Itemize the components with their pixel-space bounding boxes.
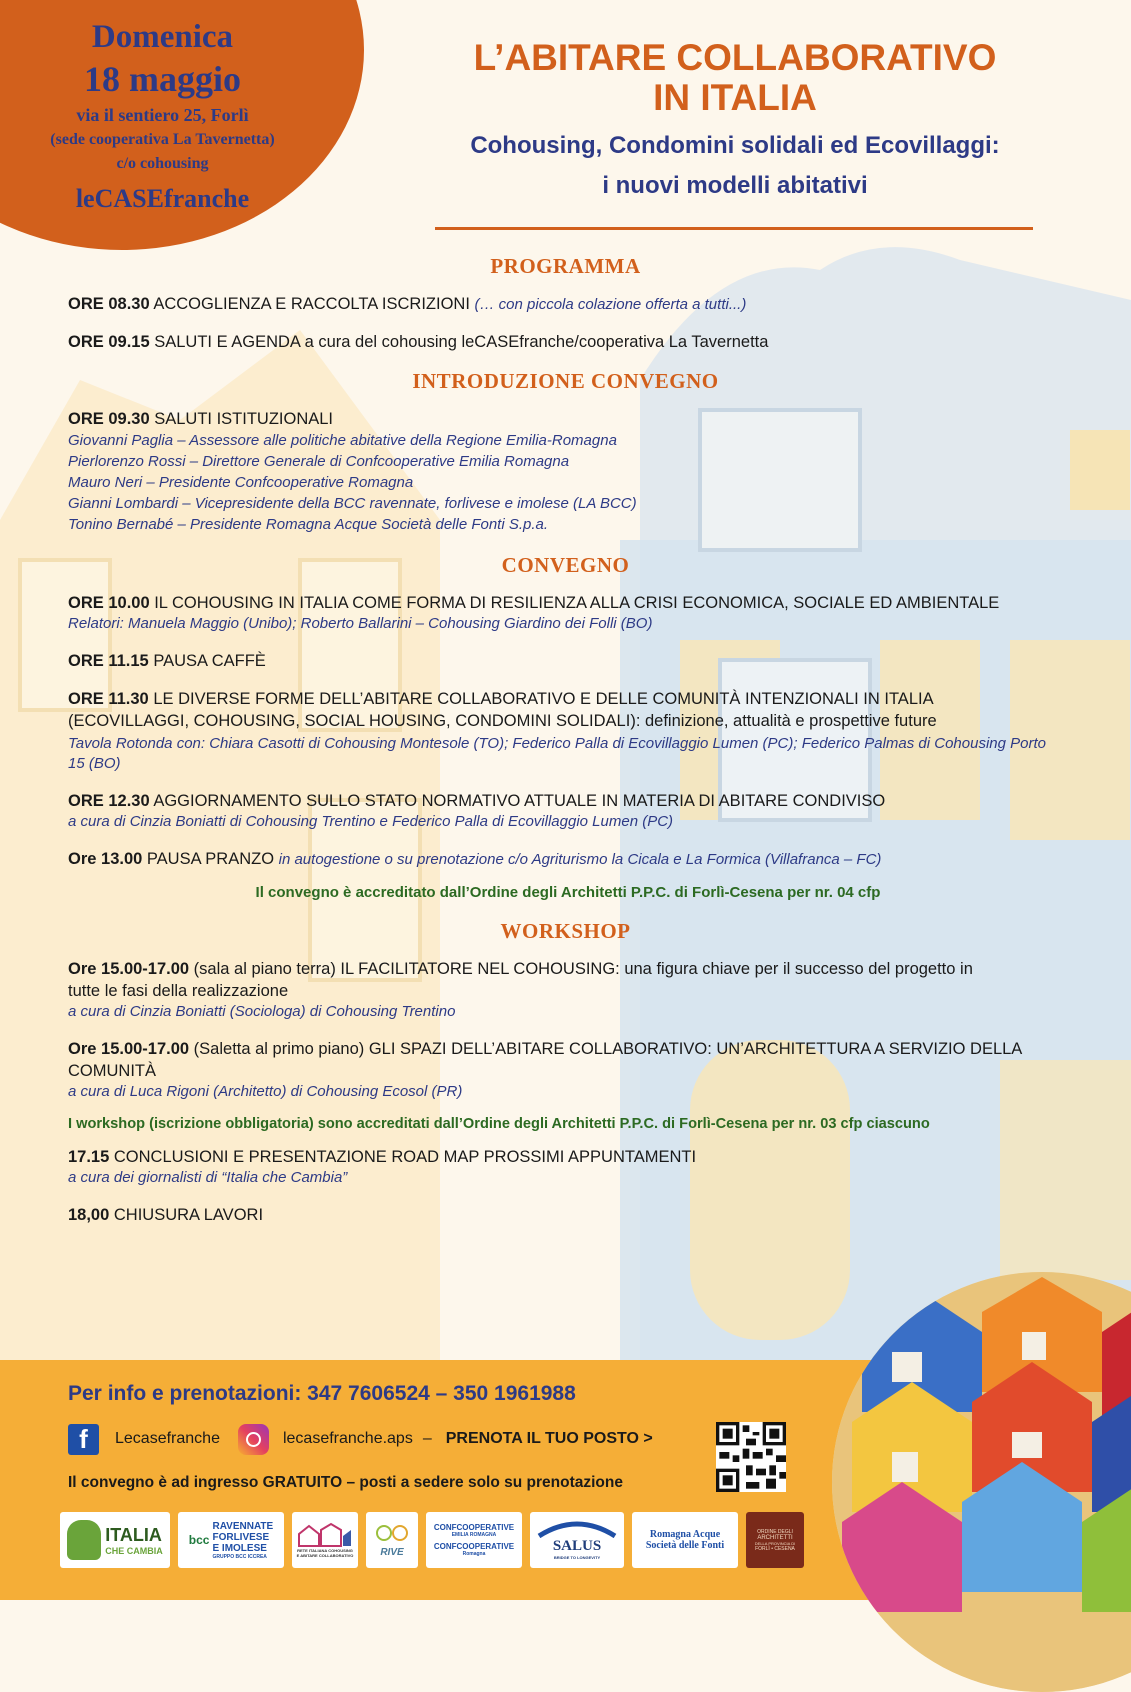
main-title — [410, 38, 1060, 118]
separator-dash: – — [422, 1430, 432, 1447]
logo-text: DELLA PROVINCIA DI — [754, 1540, 796, 1546]
logo-italia-che-cambia — [60, 1512, 170, 1568]
item-speakers: Relatori: Manuela Maggio (Unibo); Roberto Ballarini – Cohousing Giardino dei Folli (BO) — [68, 615, 653, 632]
logo-text: RAVENNATE — [212, 1520, 274, 1532]
section-introduzione: INTRODUZIONE CONVEGNO — [412, 369, 719, 393]
logo-ordine-architetti — [746, 1512, 804, 1568]
header — [410, 38, 1060, 206]
item-time: ORE 09.30 — [68, 410, 150, 428]
info-phone: Per info e prenotazioni: 347 7606524 – 350 1961988 — [68, 1382, 576, 1405]
logo-text: EMILIA ROMAGNA — [451, 1532, 497, 1538]
program-item — [68, 1038, 1028, 1082]
workshop-accreditation: I workshop (iscrizione obbligatoria) sono accreditati dall’Ordine degli Architetti P.P.C. di Forlì-Cesena per nr. 03 cfp ciascuno — [68, 1116, 930, 1132]
event-host: leCASEfranche — [75, 184, 250, 213]
item-note: (… con piccola colazione offerta a tutti...) — [474, 296, 747, 313]
section-programma: PROGRAMMA — [490, 254, 641, 278]
logo-text: bcc — [188, 1533, 210, 1547]
event-address: via il sentiero 25, Forlì — [76, 105, 249, 125]
logo-text: CONFCOOPERATIVE — [433, 1523, 515, 1532]
hand-icon — [67, 1520, 101, 1560]
logo-confcooperative — [426, 1512, 522, 1568]
item-text: IL COHOUSING IN ITALIA COME FORMA DI RESILIENZA ALLA CRISI ECONOMICA, SOCIALE ED AMBIENTALE — [149, 594, 1000, 612]
event-date: 18 maggio — [84, 59, 241, 99]
item-time: ORE 11.15 — [68, 652, 149, 670]
item-speakers: Tavola Rotonda con: Chiara Casotti di Cohousing Montesole (TO); Federico Palla di Ecovillaggio Lumen (PC); Federico Palmas di Cohousing Porto 15 (BO) — [68, 735, 1046, 772]
program-item — [68, 688, 1043, 732]
logo-text: RIVE — [380, 1546, 404, 1558]
logo-text: GRUPPO BCC ICCREA — [212, 1553, 267, 1560]
event-day: Domenica — [91, 19, 234, 55]
logo-text: ORDINE DEGLI — [757, 1528, 793, 1535]
header-divider — [435, 227, 1033, 230]
program-item — [68, 408, 1068, 430]
section-workshop: WORKSHOP — [500, 919, 631, 943]
program-item — [68, 1204, 1068, 1226]
item-time: Ore 15.00-17.00 — [68, 1040, 190, 1058]
qr-code[interactable] — [716, 1422, 786, 1492]
title-line-1: L’ABITARE COLLABORATIVO — [473, 37, 997, 78]
item-time: Ore 13.00 — [68, 850, 143, 868]
logo-text: ARCHITETTI — [757, 1534, 793, 1541]
section-convegno: CONVEGNO — [501, 553, 630, 577]
item-speakers: a cura dei giornalisti di “Italia che Cambia” — [68, 1169, 348, 1186]
bridge-icon — [535, 1520, 619, 1538]
item-text: PAUSA CAFFÈ — [148, 652, 266, 670]
program — [68, 250, 1068, 1226]
logo-text: E IMOLESE — [212, 1542, 267, 1554]
speaker-line: Giovanni Paglia – Assessore alle politiche abitative della Regione Emilia-Romagna — [68, 432, 617, 449]
item-text: ACCOGLIENZA E RACCOLTA ISCRIZIONI — [149, 295, 475, 313]
item-speakers: a cura di Luca Rigoni (Architetto) di Cohousing Ecosol (PR) — [68, 1083, 463, 1100]
speaker-line: Gianni Lombardi – Vicepresidente della BCC ravennate, forlivese e imolese (LA BCC) — [68, 495, 637, 512]
logo-salus — [530, 1512, 624, 1568]
logo-text: SALUS — [552, 1538, 602, 1554]
item-text: AGGIORNAMENTO SULLO STATO NORMATIVO ATTUALE IN MATERIA DI ABITARE CONDIVISO — [149, 792, 886, 810]
social-row — [68, 1422, 653, 1456]
houses-logo-icon — [297, 1522, 353, 1548]
logo-text: Società delle Fonti — [645, 1540, 725, 1551]
item-time: ORE 09.15 — [68, 333, 150, 351]
logo-romagna-acque — [632, 1512, 738, 1568]
program-item — [68, 958, 978, 1002]
program-item — [68, 848, 1068, 870]
program-item — [68, 293, 1068, 315]
program-item — [68, 1146, 1068, 1168]
logo-text: FORLIVESE — [212, 1531, 270, 1543]
item-text: LE DIVERSE FORME DELL’ABITARE COLLABORATIVO E DELLE COMUNITÀ INTENZIONALI IN ITALIA (ECOVILLAGGI, COHOUSING, SOCIAL HOUSING, CONDOMINI SOLIDALI): definizione, attualità e prospettive future — [68, 690, 937, 730]
logo-rete-cohousing — [292, 1512, 358, 1568]
logo-rive — [366, 1512, 418, 1568]
logo-text: RETE ITALIANA COHOUSING E ABITARE COLLABORATIVO — [296, 1548, 354, 1558]
item-text: CHIUSURA LAVORI — [109, 1206, 264, 1224]
subtitle-line-2: i nuovi modelli abitativi — [602, 172, 868, 199]
logo-text: ITALIA — [105, 1524, 162, 1545]
item-time: 18,00 — [68, 1206, 110, 1224]
item-time: Ore 15.00-17.00 — [68, 960, 190, 978]
speaker-line: Tonino Bernabé – Presidente Romagna Acque Società delle Fonti S.p.a. — [68, 516, 549, 533]
facebook-link[interactable]: Lecasefranche — [115, 1430, 220, 1447]
free-entry-note: Il convegno è ad ingresso GRATUITO – posti a sedere solo su prenotazione — [68, 1474, 623, 1491]
subtitle-line-1: Cohousing, Condomini solidali ed Ecovillaggi: — [470, 132, 1000, 159]
logo-text: CHE CAMBIA — [105, 1545, 163, 1556]
logo-text: Romagna Acque — [649, 1529, 721, 1540]
item-note: in autogestione o su prenotazione c/o Agriturismo la Cicala e La Formica (Villafranca – FC) — [278, 851, 882, 868]
item-time: ORE 11.30 — [68, 690, 149, 708]
item-text: SALUTI ISTITUZIONALI — [149, 410, 334, 428]
logo-text: BRIDGE TO LONGEVITY — [553, 1555, 601, 1560]
logo-text: Romagna — [462, 1551, 486, 1557]
item-text: (Saletta al primo piano) GLI SPAZI DELL’ABITARE COLLABORATIVO: UN’ARCHITETTURA A SERVIZIO DELLA COMUNITÀ — [68, 1040, 1022, 1080]
event-care-of: c/o cohousing — [116, 155, 209, 172]
item-text: CONCLUSIONI E PRESENTAZIONE ROAD MAP PROSSIMI APPUNTAMENTI — [109, 1148, 697, 1166]
sponsor-logos — [60, 1512, 804, 1568]
item-time: ORE 12.30 — [68, 792, 150, 810]
item-time: ORE 10.00 — [68, 594, 150, 612]
date-box — [0, 18, 325, 218]
item-speakers: a cura di Cinzia Boniatti (Sociologa) di Cohousing Trentino — [68, 1003, 456, 1020]
title-line-2: IN ITALIA — [653, 77, 817, 118]
item-speakers: a cura di Cinzia Boniatti di Cohousing Trentino e Federico Palla di Ecovillaggio Lumen (PC) — [68, 813, 674, 830]
item-text: SALUTI E AGENDA a cura del cohousing leCASEfranche/cooperativa La Tavernetta — [149, 333, 769, 351]
book-link[interactable]: PRENOTA IL TUO POSTO > — [445, 1430, 653, 1447]
item-time: ORE 08.30 — [68, 295, 150, 313]
convegno-accreditation: Il convegno è accreditato dall’Ordine degli Architetti P.P.C. di Forlì-Cesena per nr. 04 cfp — [255, 884, 881, 901]
trees-icon — [372, 1523, 412, 1547]
speaker-line: Mauro Neri – Presidente Confcooperative Romagna — [68, 474, 414, 491]
instagram-link[interactable]: lecasefranche.aps — [282, 1430, 413, 1447]
program-item — [68, 592, 1048, 614]
subtitle — [410, 126, 1060, 206]
program-item — [68, 650, 1068, 672]
item-text: PAUSA PRANZO — [142, 850, 279, 868]
program-item — [68, 331, 1068, 353]
logo-text: CONFCOOPERATIVE — [433, 1542, 515, 1551]
logo-bcc — [178, 1512, 284, 1568]
item-time: 17.15 — [68, 1148, 110, 1166]
event-venue: (sede cooperativa La Tavernetta) — [50, 131, 275, 148]
program-item — [68, 790, 1068, 812]
speaker-line: Pierlorenzo Rossi – Direttore Generale di Confcooperative Emilia Romagna — [68, 453, 570, 470]
item-text: (sala al piano terra) IL FACILITATORE NEL COHOUSING: una figura chiave per il successo del progetto in tutte le fasi della realizzazione — [68, 960, 973, 1000]
logo-text: FORLÌ • CESENA — [755, 1545, 795, 1552]
facebook-icon[interactable]: f — [68, 1424, 99, 1455]
instagram-icon[interactable] — [238, 1424, 269, 1455]
